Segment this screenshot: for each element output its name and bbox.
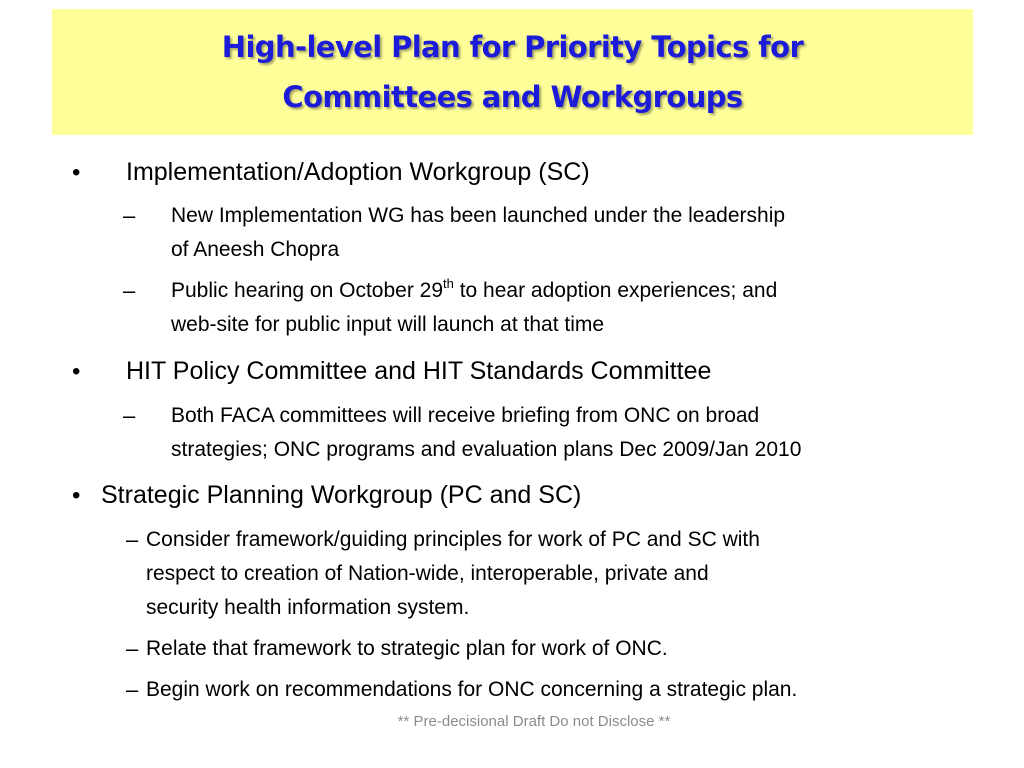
bullet-hit-committees: HIT Policy Committee and HIT Standards Committee <box>126 357 712 385</box>
sub-bullet-marker: – <box>123 278 136 303</box>
sub-bullet-marker: – <box>126 677 139 702</box>
sub-bullet-public-hearing-line2: web-site for public input will launch at that time <box>171 313 605 336</box>
sub-bullet-implementation-wg-line1: New Implementation WG has been launched under the leadership <box>171 204 786 227</box>
sub-bullet-framework-line3: security health information system. <box>146 596 470 619</box>
bullet-implementation-workgroup: Implementation/Adoption Workgroup (SC) <box>126 158 590 186</box>
public-hearing-text-b: to hear adoption experiences; and <box>453 279 778 302</box>
sub-bullet-marker: – <box>123 403 136 428</box>
title-banner <box>52 9 973 135</box>
bullet-marker: • <box>72 159 81 186</box>
sub-bullet-faca-line1: Both FACA committees will receive briefing from ONC on broad <box>171 404 760 427</box>
bullet-marker: • <box>72 358 81 385</box>
sub-bullet-marker: – <box>126 527 139 552</box>
bullet-marker: • <box>72 482 81 509</box>
sub-bullet-public-hearing-line1 <box>171 274 777 308</box>
sub-bullet-faca-line2: strategies; ONC programs and evaluation plans Dec 2009/Jan 2010 <box>171 438 802 461</box>
ordinal-suffix: th <box>443 276 454 291</box>
public-hearing-text-a: Public hearing on October 29 <box>171 279 444 302</box>
footer-disclaimer: ** Pre-decisional Draft Do not Disclose ** <box>397 713 671 730</box>
title-line-2: Committees and Workgroups <box>282 80 743 114</box>
sub-bullet-marker: – <box>123 203 136 228</box>
slide-title <box>222 22 803 122</box>
sub-bullet-marker: – <box>126 636 139 661</box>
sub-bullet-framework-line1: Consider framework/guiding principles for work of PC and SC with <box>146 528 760 551</box>
title-line-1: High-level Plan for Priority Topics for <box>221 30 804 64</box>
sub-bullet-begin-work: Begin work on recommendations for ONC concerning a strategic plan. <box>146 678 798 701</box>
sub-bullet-relate-framework: Relate that framework to strategic plan for work of ONC. <box>146 637 668 660</box>
bullet-strategic-planning-workgroup: Strategic Planning Workgroup (PC and SC) <box>101 481 582 509</box>
sub-bullet-framework-line2: respect to creation of Nation-wide, interoperable, private and <box>146 562 709 585</box>
sub-bullet-implementation-wg-line2: of Aneesh Chopra <box>171 238 340 261</box>
